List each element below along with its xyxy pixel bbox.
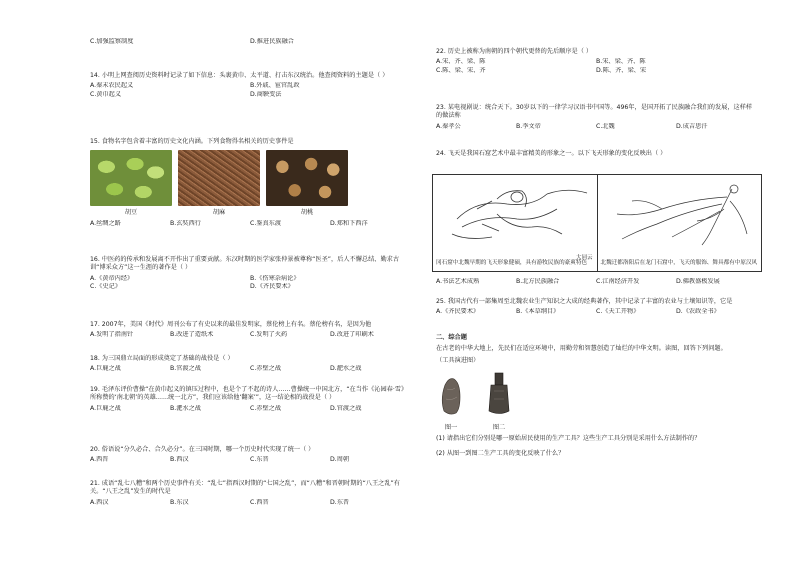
option-d[interactable]: D.改进了印刷术: [330, 331, 374, 339]
tool-1: [436, 369, 466, 432]
question-25: [436, 298, 756, 317]
question-stem: 17. 2007年，美国《时代》周刊公布了有史以来的最佳发明家，蔡伦榜上有名。蔡伦榜有名，是因为他: [90, 321, 372, 328]
option-a[interactable]: A.西汉: [90, 498, 109, 506]
option-d[interactable]: D.淝水之战: [330, 365, 362, 373]
question-stem: 18. 为三国鼎立局面的形成奠定了基础的战役是（ ）: [90, 355, 234, 362]
question-stem: 25. 我国古代有一部集周至北魏农业生产知识之大成的经典著作，其中记录了丰富的农业与土壤知识等，它是: [436, 298, 733, 305]
question-18: [90, 355, 410, 374]
tools-caption: （工具演进图）: [436, 356, 480, 364]
tool-2: [484, 369, 514, 432]
question-16: [90, 256, 410, 291]
question-stem: 16. 中医药的传承和发展离不开作出了重要贡献。东汉时期的医学家张仲景被尊称“医圣”，后人不懈总结、勤求古训“博采众方”这一生涯的著作是（ ）: [90, 256, 400, 272]
option-a[interactable]: A.秦末农民起义: [90, 82, 134, 90]
flying-apsara-illustration: [602, 179, 762, 249]
food-flax: [178, 150, 260, 217]
question-19: [90, 386, 410, 413]
option-a[interactable]: A.发明了指南针: [90, 331, 134, 339]
option-d[interactable]: D.郑和下西洋: [330, 219, 368, 227]
option-c[interactable]: C.东晋: [250, 456, 269, 464]
food-images: [90, 150, 410, 217]
option-d[interactable]: D.推进民族融合: [250, 38, 294, 45]
question-stem: 19. 毛泽东评价曹操“在黄巾起义的镇压过程中，也是个了不起的诗人……曹操统一中国北方，“在当作《沁园春·雪》所称赞的‘南北朝’的英雄……统一北方”，我们应该给他‘翻案’”，这一结论相的战役是（ ）: [90, 386, 408, 402]
spade-tool-image: [484, 369, 514, 421]
option-c[interactable]: C.发明了火药: [250, 331, 288, 339]
option-a[interactable]: A.巨鹿之战: [90, 365, 121, 373]
option-d[interactable]: D.成吉思汗: [676, 122, 708, 130]
option-b[interactable]: B.官渡之战: [170, 365, 201, 373]
option-d[interactable]: D.周朝: [330, 456, 350, 464]
tools-figure: [436, 369, 756, 432]
section-2: [436, 334, 756, 458]
question-stem: 14. 小明上网查阅历史资料时记录了如下信息：头裹黄巾、太平道、打击东汉统治。他查阅资料的主题是（ ）: [90, 72, 389, 79]
option-b[interactable]: B.宋、梁、齐、陈: [596, 58, 646, 66]
food-walnut: [266, 150, 348, 217]
question-stem: 23. 某电视剧说：统合天下。30岁以下的一律学习汉语书中国等。496年，是国开拓了民族融合我们的发展，这样样的做法称: [436, 104, 753, 120]
question-stem: 20. 俗语说“分久必合、合久必分”。在三国时期，哪一个历史时代实现了统一（ ）: [90, 446, 315, 453]
figure-label: 大同云: [575, 255, 593, 261]
option-a[interactable]: A.《黄帝内经》: [90, 274, 134, 282]
question-20: [90, 446, 410, 465]
option-a[interactable]: A.《齐民要术》: [436, 308, 480, 316]
food-caption: 胡桃: [300, 209, 314, 217]
option-d[interactable]: D.官渡之战: [330, 404, 362, 412]
question-stem: 24. 飞天是我国石窟艺术中最丰富精美的形象之一。以下飞天形象的变化反映出（ ）: [436, 150, 667, 157]
option-d[interactable]: D.商鞅变法: [250, 90, 282, 98]
option-c[interactable]: C.鉴真东渡: [250, 219, 282, 227]
option-a[interactable]: A.巨鹿之战: [90, 404, 121, 412]
question-14: [90, 72, 410, 99]
question-22: [436, 48, 756, 75]
question-stem: 22. 历史上被称为南朝的四个朝代更替的先后顺序是（ ）: [436, 48, 593, 55]
food-beans: [90, 150, 172, 217]
option-b[interactable]: B.北方民族融合: [516, 278, 560, 285]
question-15: [90, 138, 410, 228]
flying-apsara-illustration: [437, 179, 597, 249]
tool-caption: 图一: [444, 424, 458, 432]
option-d[interactable]: D.陈、齐、梁、宋: [596, 66, 647, 74]
figure-caption: 冈石窟中北魏早期的飞天形象健硕，具有游牧民族的豪爽特色: [436, 260, 588, 267]
option-d[interactable]: D.《齐民要术》: [250, 283, 294, 291]
option-b[interactable]: B.李文帝: [516, 122, 541, 130]
option-b[interactable]: B.淝水之战: [170, 404, 201, 412]
sub-question-2: (2) 从图一到图二生产工具的变化反映了什么？: [436, 449, 565, 457]
option-c[interactable]: C.加强监察制度: [90, 38, 134, 45]
option-d[interactable]: D.东晋: [330, 498, 350, 506]
option-a[interactable]: A.宋、齐、梁、陈: [436, 58, 486, 66]
question-23: [436, 104, 756, 131]
option-c[interactable]: C.《史记》: [90, 283, 122, 291]
food-caption: 胡豆: [124, 209, 138, 217]
sub-question-1: (1) 请指出它们分别是哪一原始居民使用的生产工具？这些生产工具分别是采用什么方法制作的？: [436, 435, 701, 443]
option-c[interactable]: C.赤壁之战: [250, 365, 282, 373]
option-b[interactable]: B.外戚、宦官乱政: [250, 82, 300, 90]
option-d[interactable]: D.《农政全书》: [676, 308, 720, 316]
option-c[interactable]: C.西晋: [250, 498, 269, 506]
section-title: 二、综合题: [436, 334, 467, 341]
question-13-options: [90, 36, 410, 46]
option-b[interactable]: B.《本草纲目》: [516, 308, 560, 316]
option-b[interactable]: B.东汉: [170, 498, 189, 506]
option-c[interactable]: C.北魏: [596, 122, 615, 130]
walnut-image: [266, 150, 348, 206]
option-c[interactable]: C.陈、梁、宋、齐: [436, 66, 486, 74]
option-b[interactable]: B.玄奘西行: [170, 219, 201, 227]
question-17: [90, 321, 410, 340]
option-c[interactable]: C.《天工开物》: [596, 308, 640, 316]
question-stem: 21. 成语“乱七八糟”和两个历史事件有关：“乱七”指西汉时期的“七国之乱”，而“八糟”和晋朝时期的“八王之乱”有关。“八王之乱”发生的时代是: [90, 480, 400, 496]
question-24-options: [436, 276, 756, 286]
option-a[interactable]: A.西晋: [90, 456, 109, 464]
stone-tool-image: [436, 369, 466, 421]
option-b[interactable]: B.改进了造纸术: [170, 331, 214, 339]
option-c[interactable]: C.黄巾起义: [90, 90, 122, 98]
question-26-stem: 在古老的中华大地上，先民们在适应环境中，用勤劳和智慧创造了灿烂的中华文明。读图，回答下列问题。: [436, 345, 727, 353]
flax-image: [178, 150, 260, 206]
option-a[interactable]: A.秦孝公: [436, 122, 461, 130]
option-c[interactable]: C.江南经济开发: [596, 278, 640, 285]
option-a[interactable]: A.丝绸之路: [90, 219, 121, 227]
figure-caption: 北魏迁都洛阳后在龙门石窟中，飞天的服饰、舞具都有中原汉风: [600, 260, 758, 267]
food-caption: 胡麻: [212, 209, 226, 217]
beans-image: [90, 150, 172, 206]
tool-caption: 图二: [492, 424, 506, 432]
question-stem: 15. 食物名字包含着丰富的历史文化内涵。下列食物得名相关的历史事件是: [90, 138, 294, 145]
option-c[interactable]: C.赤壁之战: [250, 404, 282, 412]
option-a[interactable]: A.书法艺术成熟: [436, 278, 480, 285]
option-b[interactable]: B.《伤寒杂病论》: [250, 274, 300, 282]
option-b[interactable]: B.西汉: [170, 456, 189, 464]
question-21: [90, 480, 410, 507]
question-24: [436, 150, 756, 158]
option-d[interactable]: D.佛教盛极发展: [676, 278, 720, 285]
feitian-left-panel: [433, 175, 598, 271]
feitian-figure: [432, 174, 762, 272]
feitian-right-panel: [598, 175, 762, 271]
